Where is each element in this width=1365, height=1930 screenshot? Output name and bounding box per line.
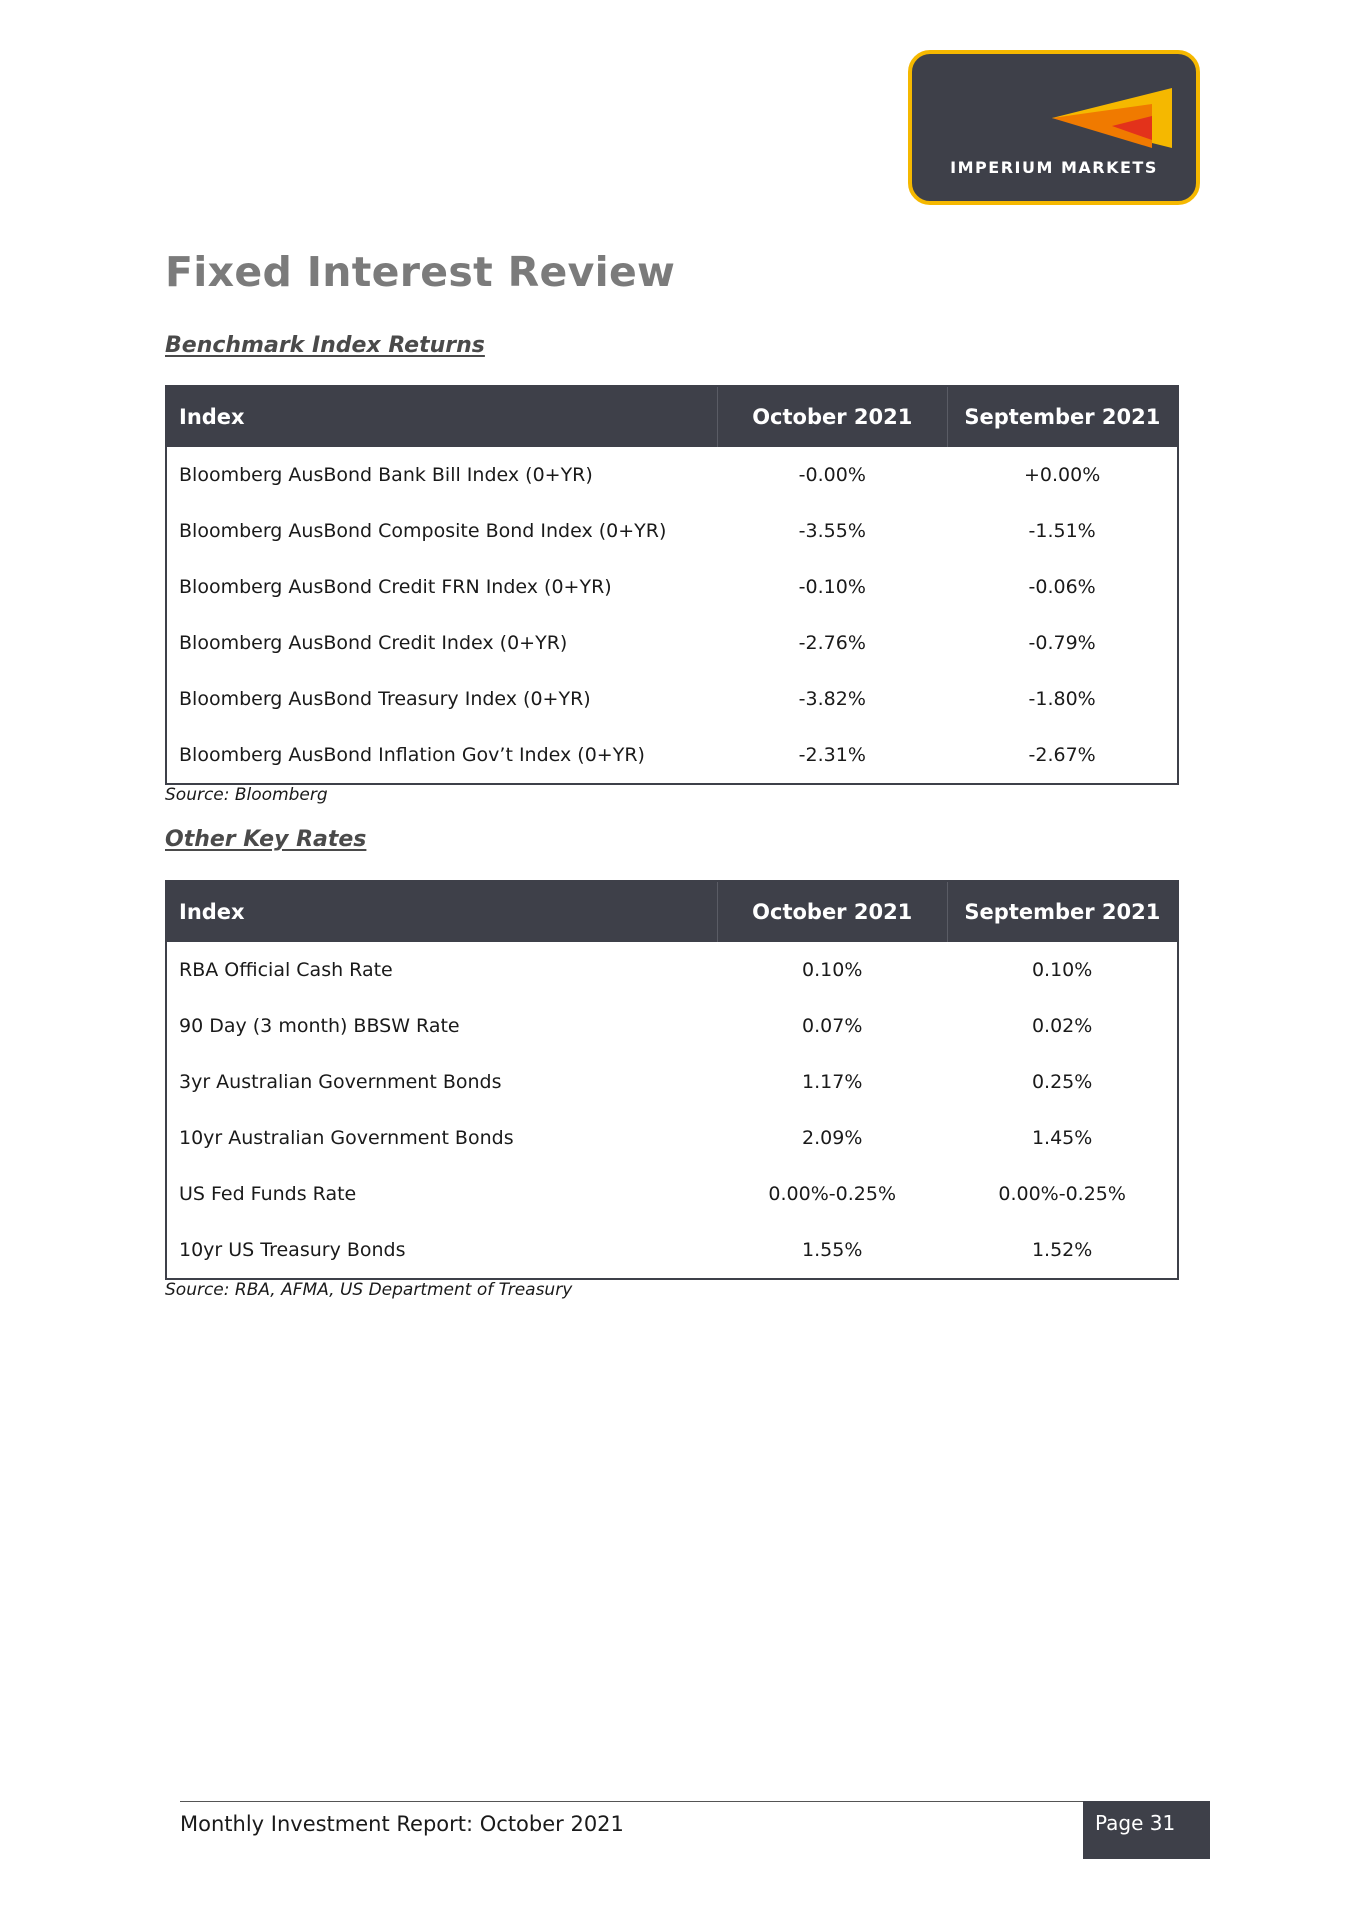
october-value-cell: -3.82% [798,688,866,710]
footer-report-title: Monthly Investment Report: October 2021 [180,1812,624,1836]
september-value-cell: -0.79% [1028,632,1096,654]
index-name-cell: Bloomberg AusBond Credit Index (0+YR) [179,632,568,654]
table-row [166,1110,1178,1166]
table-row [166,998,1178,1054]
benchmark-returns-table [165,385,1179,785]
table-row [166,503,1178,559]
september-value-cell: 0.10% [1031,959,1093,981]
index-name-cell: Bloomberg AusBond Composite Bond Index (0+YR) [179,520,667,542]
table-row [166,671,1178,727]
index-name-cell: 10yr Australian Government Bonds [179,1127,514,1149]
september-value-cell: 0.25% [1031,1071,1093,1093]
september-value-cell: 1.45% [1031,1127,1093,1149]
index-name-cell: 10yr US Treasury Bonds [179,1239,406,1261]
page-number-badge: Page 31 [1083,1801,1210,1859]
september-value-cell: -1.51% [1028,520,1096,542]
september-value-cell: -1.80% [1028,688,1096,710]
column-header-index: Index [166,881,717,942]
source-note-benchmark: Source: Bloomberg [165,785,328,805]
section-title-key-rates: Other Key Rates [165,827,367,852]
index-name-cell: Bloomberg AusBond Treasury Index (0+YR) [179,688,591,710]
october-value-cell: -0.00% [798,464,866,486]
october-value-cell: -2.76% [798,632,866,654]
index-name-cell: 3yr Australian Government Bonds [179,1071,502,1093]
september-value-cell: 0.00%-0.25% [998,1183,1126,1205]
september-value-cell: 0.02% [1031,1015,1093,1037]
table-header-row [166,881,1178,942]
column-header-index: Index [166,386,717,447]
column-header-october: October 2021 [717,881,947,942]
index-name-cell: Bloomberg AusBond Bank Bill Index (0+YR) [179,464,593,486]
key-rates-table [165,880,1179,1280]
table-row [166,615,1178,671]
page-title: Fixed Interest Review [165,248,676,296]
september-value-cell: 1.52% [1031,1239,1093,1261]
october-value-cell: -3.55% [798,520,866,542]
index-name-cell: 90 Day (3 month) BBSW Rate [179,1015,460,1037]
table-row [166,447,1178,503]
october-value-cell: 2.09% [802,1127,863,1149]
october-value-cell: -2.31% [798,744,866,766]
source-note-key-rates: Source: RBA, AFMA, US Department of Treasury [165,1280,573,1300]
section-title-benchmark: Benchmark Index Returns [165,333,485,358]
column-header-september: September 2021 [947,881,1178,942]
table-row [166,1166,1178,1222]
index-name-cell: US Fed Funds Rate [179,1183,357,1205]
index-name-cell: RBA Official Cash Rate [179,959,393,981]
october-value-cell: 1.17% [802,1071,863,1093]
index-name-cell: Bloomberg AusBond Inflation Gov’t Index (0+YR) [179,744,645,766]
table-row [166,727,1178,784]
october-value-cell: 0.07% [802,1015,863,1037]
logo-arrow-icon [1052,76,1182,148]
footer-divider [180,1801,1210,1802]
table-row [166,1054,1178,1110]
brand-logo [908,50,1200,205]
column-header-october: October 2021 [717,386,947,447]
september-value-cell: -0.06% [1028,576,1096,598]
table-header-row [166,386,1178,447]
october-value-cell: -0.10% [798,576,866,598]
table-row [166,1222,1178,1279]
october-value-cell: 0.00%-0.25% [768,1183,896,1205]
october-value-cell: 0.10% [802,959,863,981]
column-header-september: September 2021 [947,386,1178,447]
october-value-cell: 1.55% [802,1239,863,1261]
index-name-cell: Bloomberg AusBond Credit FRN Index (0+YR) [179,576,612,598]
september-value-cell: +0.00% [1023,464,1101,486]
september-value-cell: -2.67% [1028,744,1096,766]
logo-wordmark: IMPERIUM MARKETS [950,158,1158,177]
table-row [166,559,1178,615]
table-row [166,942,1178,998]
